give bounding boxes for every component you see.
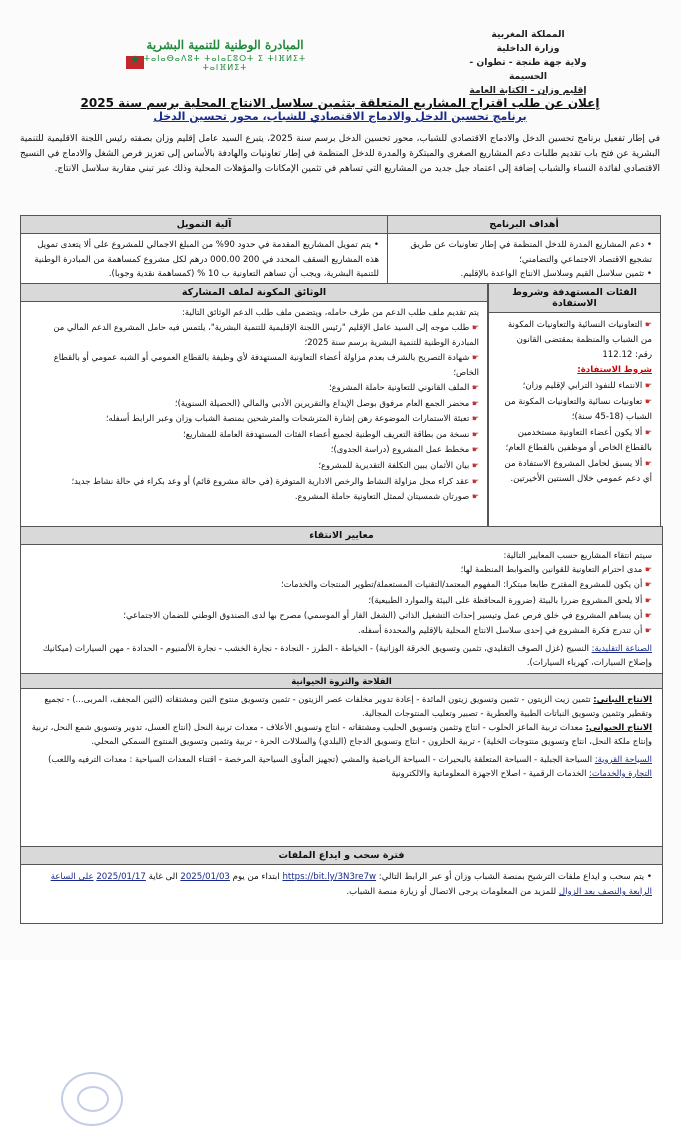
deadline-to-label: الى غاية [148, 872, 178, 882]
main-title: إعلان عن طلب اقتراح المشاريع المتعلقة بتثمين سلاسل الانتاج المحلية برسم سنة 2025 [80, 96, 600, 110]
document-item: ☛ الملف القانوني للتعاونية حاملة المشروع؛ [29, 380, 479, 396]
goals-heading: أهداف البرنامج [388, 216, 660, 234]
document-item: ☛ شهادة التصريح بالشرف بعدم مزاولة أعضاء التعاونية المستهدفة لأي وظيفة بالقطاع العمومي أو الشبه عمومي أو بالقطاع الخاص؛ [29, 350, 479, 380]
deadline-pre: • يتم سحب و ايداع ملفات الترشيح بمنصة الشباب وزان أو عبر الرابط التالي: [379, 872, 652, 882]
crafts-text: النسيج (غزل الصوف التقليدي، تثمين وتسويق الخرقة الوزانية) - الخياطة - الطرز - النجادة - نجارة الخشب - نجارة الألمنيوم - الحدادة - مهن السيارات (ميكانيك وإصلاح السيارات، كهرباء السيارات). [42, 643, 652, 668]
start-date: 2025/01/03 [180, 872, 230, 882]
end-date: 2025/01/17 [96, 872, 146, 882]
ministry-line: إقليم وزان - الكتابة العامة [469, 85, 587, 96]
subtitle: برنامج تحسين الدخل والادماج الاقتصادي للشباب، محور تحسين الدخل [153, 110, 527, 123]
ministry-block [453, 28, 603, 98]
animal-label: الانتاج الحيواني: [585, 722, 652, 733]
plant-text: تثمين زيت الزيتون - تثمين وتسويق زيتون المائدة - إعادة تدوير مخلفات عصر الزيتون - تثمين وتسويق منتوج التين ومشتقاته (التين المجفف، المربى...) - تجميع وتقطير وتثمين وتسويق النباتات الطبية والعطرية - تصبير وتعليب المنتوجات المجالية. [44, 693, 652, 719]
trade-label: التجارة والخدمات: [589, 767, 652, 778]
target-heading: الفئات المستهدفة وشروط الاستفادة [489, 284, 660, 313]
documents-heading: الوثائق المكونة لملف المشاركة [21, 284, 487, 302]
criteria-item: ☛ أن يساهم المشروع في خلق فرص عمل وتيسير إحداث التشغيل الذاتي (الشغل القار أو الموسمي) مصرح بها لدى الصندوق الوطني للضمان الاجتماعي؛ [31, 608, 652, 623]
criteria-item: ☛ ألا يلحق المشروع ضررا بالبيئة (ضرورة المحافظة على البيئة والموارد الطبيعية)؛ [31, 593, 652, 608]
ministry-line: وزارة الداخلية [496, 43, 560, 54]
letterhead [0, 28, 681, 96]
conditions-heading: شروط الاستفادة: [577, 365, 652, 375]
crafts-label: الصناعة التقليدية: [591, 643, 652, 654]
criteria-item: ☛ أن يكون للمشروع المقترح طابعا مبتكرا: المفهوم المعتمد/التقنيات المستعملة/تطوير المنتجات والخدمات؛ [31, 577, 652, 592]
document-item: ☛ محضر الجمع العام مرفوق بوصل الإيداع والتقريرين الأدبي والمالي (الحصيلة السنوية)؛ [29, 396, 479, 412]
documents-box [20, 283, 488, 528]
announcement-titles [40, 96, 640, 123]
condition-item: ☛ تعاونيات نسائية والتعاونيات المكونة من الشباب (18-45 سنة)؛ [497, 394, 652, 425]
tourism-label: السياحة القروية: [594, 753, 652, 764]
ministry-line: ولاية جهة طنجة - تطوان - الحسيمة [469, 57, 587, 82]
document-item: ☛ مخطط عمل المشروع (دراسة الجدوى)؛ [29, 442, 479, 458]
trade-text: الخدمات الرقمية - اصلاح الاجهزة المعلوماتية والالكترونية [391, 767, 587, 778]
funding-text: • يتم تمويل المشاريع المقدمة في حدود 90% من المبلغ الاجمالي للمشروع على ألا يتعدى تمويل هذه المشاريع السقف المحدد في 200 000.00 درهم لكل مشروع كمساهمة من المبادرة الوطنية للتنمية البشرية، ويجب أن تساهم التعاونية ب 10 % (كمساهمة نقدية وجوبا). [29, 238, 379, 282]
target-box [488, 283, 661, 528]
document-item: ☛ نسخة من بطاقة التعريف الوطنية لجميع أعضاء الفئات المستهدفة العاملة للمشاريع؛ [29, 427, 479, 443]
deadline-time: على الساعة الرابعة والنصف بعد الزوال [50, 872, 652, 897]
deadline-heading: فترة سحب و ايداع الملفات [21, 847, 662, 865]
tourism-text: السياحة الجبلية - السياحة المتعلقة بالبحيرات - السياحة الرياضية والمشي (تجهيز المأوى السياحية المرخصة - اقتناء المعدات السياحية : معدات الترفيه واللعب) [48, 753, 593, 764]
criteria-intro: سيتم انتقاء المشاريع حسب المعايير التالية: [503, 550, 652, 560]
intro-paragraph: في إطار تفعيل برنامج تحسين الدخل والادماج الاقتصادي للشباب، محور تحسين الدخل برسم سنة 2025، يتبرع السيد عامل إقليم وزان بصفته رئيس اللجنة الاقليمية للتنمية البشرية عن فتح باب تقديم طلبات دعم المشاريع الصغرى والمبتكرة والمدرة للدخل المنظمة في إطار تعاونيات والهادفة بالأساس إلى تعزيز فرص الشغل والادماج في النسيج الاقتصادي لفائدة النساء والشباب إضافة إلى اعتماد جيل جديد من المشاريع التي تساهم في تثمين الإمكانات والمؤهلات المحلية وذلك عبر تبني مقاربة سلاسل الانتاج. [20, 134, 661, 174]
official-stamp [61, 1072, 123, 1126]
deadline-mid: ابتداء من يوم [232, 872, 280, 882]
document-item: ☛ طلب موجه إلى السيد عامل الإقليم "رئيس اللجنة الإقليمية للتنمية البشرية"، يلتمس فيه حامل المشروع الدعم المالي من المبادرة الوطنية للتنمية البشرية برسم سنة 2025؛ [29, 320, 479, 350]
criteria-item: ☛ مدى احترام التعاونية للقوانين والضوابط المنظمة لها؛ [31, 562, 652, 577]
document-item: ☛ عقد كراء محل مزاولة النشاط والرخص الادارية المتوفرة (في حالة مشروع قائم) أو وعد بكراء في حالة نشاط جديد؛ [29, 474, 479, 490]
funding-heading: آلية التمويل [21, 216, 387, 234]
document-item: ☛ بيان الأثمان يبين التكلفة التقديرية للمشروع؛ [29, 458, 479, 474]
morocco-flag-icon [126, 56, 144, 69]
criteria-box [20, 526, 663, 848]
funding-box [20, 215, 388, 292]
documents-intro: يتم تقديم ملف طلب الدعم من طرف حامله، ويتضمن ملف طلب الدعم الوثائق التالية: [182, 307, 479, 317]
criteria-heading: معايير الانتقاء [21, 527, 662, 545]
goals-box [387, 215, 661, 292]
logo-arabic-text: المبادرة الوطنية للتنمية البشرية [146, 38, 304, 52]
criteria-item: ☛ أن تندرج فكرة المشروع في إحدى سلاسل الانتاج المحلية بالإقليم والمحددة أسفله. [31, 623, 652, 638]
document-item: ☛ صورتان شمسيتان لممثل التعاونية حاملة المشروع. [29, 489, 479, 505]
goals-item: • تثمين سلاسل القيم وسلاسل الانتاج الواعدة بالإقليم. [396, 267, 652, 282]
agriculture-heading: الفلاحة والثروة الحيوانية [21, 673, 662, 689]
goals-item: • دعم المشاريع المدرة للدخل المنظمة في إطار تعاونيات عن طريق تشجيع الاقتصاد الاجتماعي والتضامني؛ [396, 238, 652, 267]
condition-item: ☛ ألا يسبق لحامل المشروع الاستفادة من أي دعم عمومي خلال السنتين الأخيرتين. [497, 456, 652, 487]
ministry-line: المملكة المغربية [491, 29, 565, 40]
target-intro: ☛ التعاونيات النسائية والتعاونيات المكونة من الشباب والمنظمة بمقتضى القانون رقم: 112.12 [497, 317, 652, 363]
condition-item: ☛ ألا يكون أعضاء التعاونية مستخدمين بالقطاع الخاص أو موظفين بالقطاع العام؛ [497, 425, 652, 456]
deadline-end: للمزيد من المعلومات يرجى الاتصال أو زيارة منصة الشباب. [346, 887, 557, 897]
logo-amazigh-text: ⵜⴰⵏⴰⴱⴰⴷⵓⵜ ⵜⴰⵏⴰⵎⵓⵔⵜ ⵉ ⵜⵏⴼⵍⵉⵜ ⵜⴰⵏⴼⵍⵉⵜ [143, 54, 307, 72]
indh-logo [120, 38, 330, 78]
condition-item: ☛ الانتماء للنفوذ الترابي لإقليم وزان؛ [497, 378, 652, 394]
document-item: ☛ تعبئة الاستمارات الموضوعة رهن إشارة المترشحات والمترشحين بمنصة الشباب وزان وعبر الرابط أسفله؛ [29, 411, 479, 427]
animal-text: معدات تربية الماعز الحلوب - انتاج وتثمين وتسويق الحليب ومشتقاته - انتاج وتسويق الأعلاف - معدات تربية النحل (انتاج العسل، تدوير وتسويق شمع النحل، تربية وإنتاج ملكة النحل، انتاج وتسويق منتوجات الخلية) - تربية الحلزون - انتاج وتسويق الدجاج (البلدي) والسلالات الحرة - تربية وتثمين وتسويق المنتوج السمكي المحلي. [31, 722, 652, 747]
deadline-box [20, 846, 663, 924]
registration-link[interactable]: https://bit.ly/3N3re7w [282, 872, 377, 882]
plant-label: الانتاج النباتي: [593, 693, 652, 704]
